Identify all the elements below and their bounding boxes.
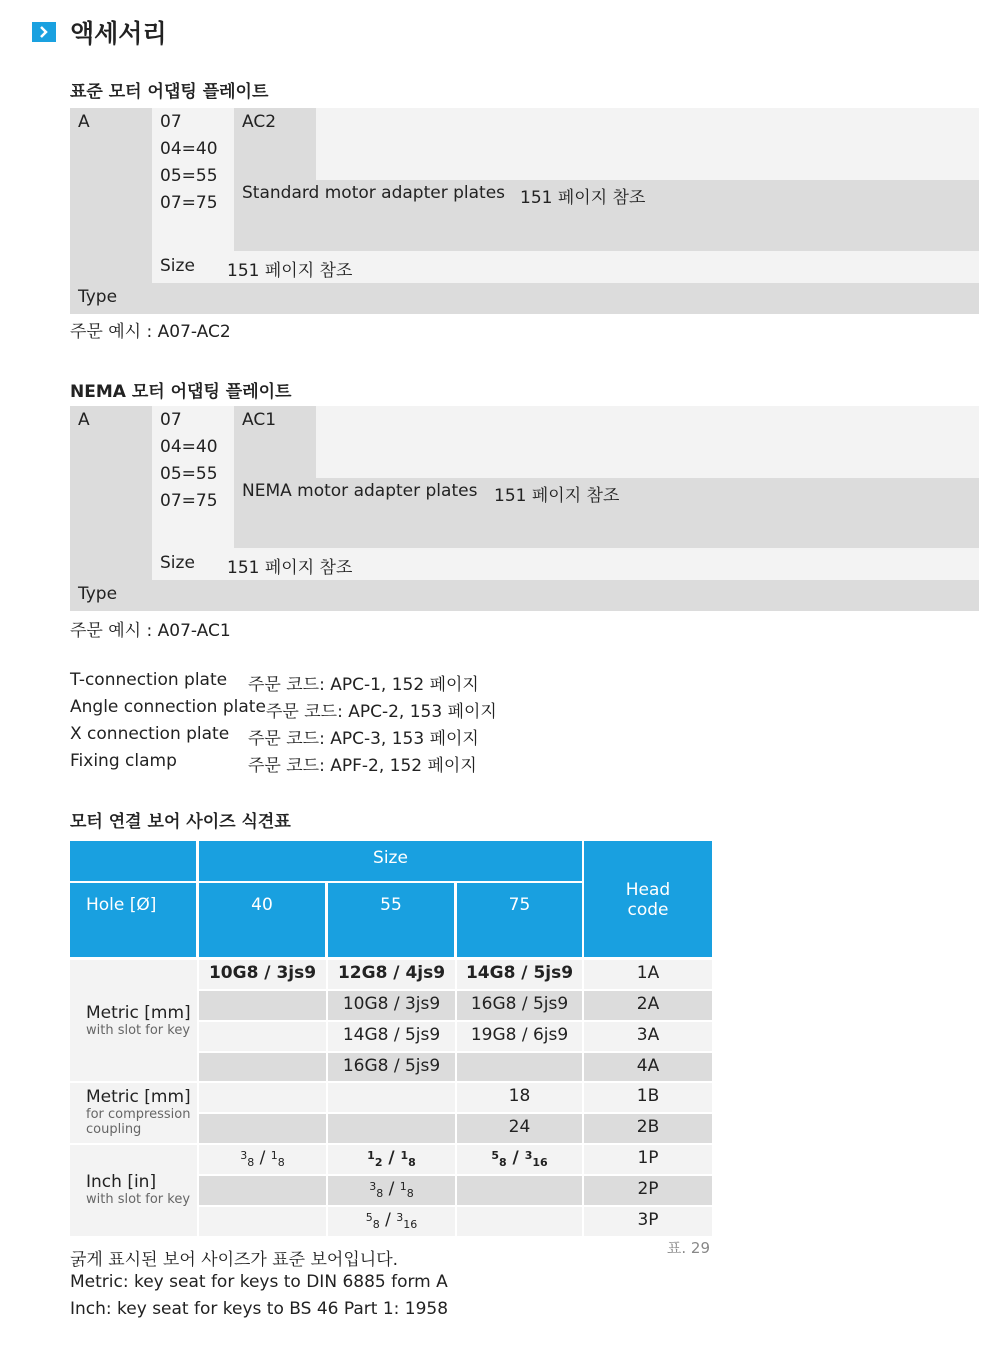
size-option: 04=40 xyxy=(160,139,218,159)
bore-size-cell: 19G8 / 6js9 xyxy=(470,1025,569,1045)
type-column xyxy=(70,406,152,611)
type-column xyxy=(70,108,152,314)
header-size-label: Size xyxy=(373,848,408,868)
bore-size-cell: 14G8 / 5js9 xyxy=(342,1025,441,1045)
bore-size-cell: 10G8 / 3js9 xyxy=(342,994,441,1014)
group-sub: with slot for key xyxy=(86,1191,191,1207)
product-ref: 151 페이지 참조 xyxy=(520,188,646,208)
note-line: Inch: key seat for keys to BS 46 Part 1: 1958 xyxy=(70,1299,449,1319)
size-option: 07 xyxy=(160,112,182,132)
type-band xyxy=(152,283,979,314)
accessory-code: 주문 코드: APC-2, 153 페이지 xyxy=(266,702,497,722)
head-code-cell: 2A xyxy=(636,994,660,1014)
order-example: 주문 예시 : A07-AC1 xyxy=(70,621,231,641)
product-top-band xyxy=(316,108,979,180)
table-number: 표. 29 xyxy=(666,1239,710,1257)
bore-size-cell: 10G8 / 3js9 xyxy=(208,963,317,983)
bore-size-cell: 16G8 / 5js9 xyxy=(470,994,569,1014)
accessory-code: 주문 코드: APF-2, 152 페이지 xyxy=(248,756,477,776)
size-option: 07 xyxy=(160,410,182,430)
group-sub: for compression coupling xyxy=(86,1106,191,1138)
order-example: 주문 예시 : A07-AC2 xyxy=(70,322,231,342)
group-name: Metric [mm] xyxy=(86,1003,191,1023)
product-code: AC2 xyxy=(242,112,277,132)
head-code-cell: 3A xyxy=(636,1025,660,1045)
header-blank-cell xyxy=(70,841,196,881)
accessory-item xyxy=(70,751,477,776)
bore-size-cell: $^3_8$ / $^1_8$ xyxy=(369,1179,414,1200)
product-desc: Standard motor adapter plates xyxy=(242,183,506,203)
type-label: Type xyxy=(78,287,118,307)
bore-size-cell: 16G8 / 5js9 xyxy=(342,1056,441,1076)
accessory-name: T-connection plate xyxy=(70,670,228,690)
size-ref: 151 페이지 참조 xyxy=(227,261,353,281)
header-size-cell xyxy=(199,841,582,881)
note-line: 굵게 표시된 보어 사이즈가 표준 보어입니다. xyxy=(70,1250,399,1270)
accessory-name: X connection plate xyxy=(70,724,230,744)
header-hole-label: Hole [Ø] xyxy=(86,895,157,915)
size-55-label: 55 xyxy=(380,895,402,915)
bore-size-cell: 24 xyxy=(508,1117,531,1137)
header-hole-cell xyxy=(70,883,196,957)
product-code: AC1 xyxy=(242,410,277,430)
size-option: 05=55 xyxy=(160,166,218,186)
size-option: 07=75 xyxy=(160,491,218,511)
bore-size-cell: 18 xyxy=(508,1086,531,1106)
nema-plate-heading: NEMA 모터 어댑팅 플레이트 xyxy=(70,382,292,402)
head-code-cell: 4A xyxy=(636,1056,660,1076)
group-name: Inch [in] xyxy=(86,1172,157,1192)
accessory-code: 주문 코드: APC-1, 152 페이지 xyxy=(248,675,479,695)
size-75-label: 75 xyxy=(508,895,531,915)
bore-size-cell: $^1_2$ / $^1_8$ xyxy=(367,1148,416,1169)
type-label: Type xyxy=(78,584,118,604)
accessory-name: Fixing clamp xyxy=(70,751,177,771)
accessory-item xyxy=(70,697,497,722)
header-head-code-cell xyxy=(584,841,712,957)
page-title: 액세서리 xyxy=(70,19,167,48)
header-size-75 xyxy=(457,883,582,957)
bore-table-heading: 모터 연결 보어 사이즈 식견표 xyxy=(70,812,291,832)
bore-size-cell: $^3_8$ / $^1_8$ xyxy=(240,1148,285,1169)
head-code-cell: 1P xyxy=(637,1148,659,1168)
note-line: Metric: key seat for keys to DIN 6885 form A xyxy=(70,1272,448,1292)
accessory-item xyxy=(70,670,479,695)
header-head-code-label: Head code xyxy=(625,880,671,920)
head-code-cell: 3P xyxy=(637,1210,659,1230)
head-code-cell: 1B xyxy=(636,1086,660,1106)
bore-size-cell: 12G8 / 4js9 xyxy=(337,963,446,983)
header-size-40 xyxy=(199,883,325,957)
size-option: 04=40 xyxy=(160,437,218,457)
type-code: A xyxy=(78,112,90,132)
accessory-name: Angle connection plate xyxy=(70,697,266,717)
type-band xyxy=(152,580,979,611)
header-size-55 xyxy=(328,883,454,957)
head-code-cell: 1A xyxy=(636,963,660,983)
group-name: Metric [mm] xyxy=(86,1087,191,1107)
size-40-label: 40 xyxy=(251,895,273,915)
chevron-right-icon xyxy=(32,22,56,42)
accessory-code: 주문 코드: APC-3, 153 페이지 xyxy=(248,729,479,749)
type-code: A xyxy=(78,410,90,430)
std-plate-heading: 표준 모터 어댑팅 플레이트 xyxy=(70,82,269,102)
product-desc: NEMA motor adapter plates xyxy=(242,481,478,501)
size-ref: 151 페이지 참조 xyxy=(227,558,353,578)
group-label xyxy=(86,1173,190,1207)
bore-size-cell: $^5_8$ / $^3_{16}$ xyxy=(365,1210,418,1231)
size-label: Size xyxy=(160,256,195,276)
size-option: 07=75 xyxy=(160,193,218,213)
group-label xyxy=(86,1088,191,1138)
group-sub: with slot for key xyxy=(86,1022,191,1038)
head-code-cell: 2B xyxy=(636,1117,660,1137)
bore-size-cell: 14G8 / 5js9 xyxy=(465,963,574,983)
size-label: Size xyxy=(160,553,195,573)
product-top-band xyxy=(316,406,979,478)
bore-size-cell: $^5_8$ / $^3_{16}$ xyxy=(491,1148,548,1169)
head-code-cell: 2P xyxy=(637,1179,659,1199)
accessory-item xyxy=(70,724,479,749)
group-label xyxy=(86,1004,191,1038)
size-option: 05=55 xyxy=(160,464,218,484)
product-ref: 151 페이지 참조 xyxy=(494,486,620,506)
